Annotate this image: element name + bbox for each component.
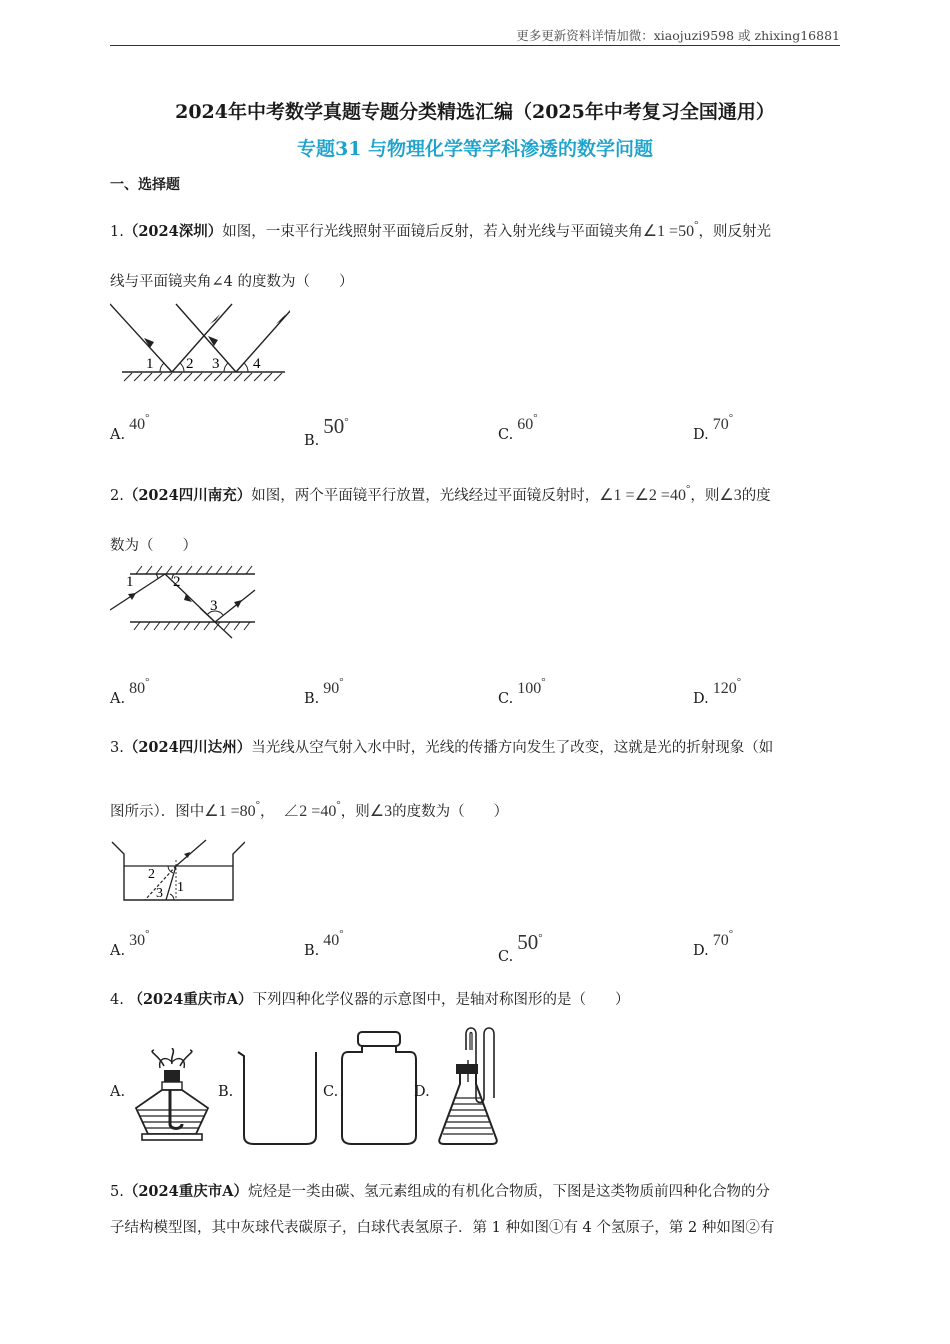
header-divider xyxy=(110,45,840,46)
q2-parallel-mirrors-figure xyxy=(110,560,260,640)
q2-label-2: 2 xyxy=(173,574,181,590)
q1-label-4: 4 xyxy=(253,356,261,372)
q1-label-3: 3 xyxy=(212,356,220,372)
q2-line1: 2.（2024四川南充）如图，两个平面镜平行放置，光线经过平面镜反射时，∠1 =∠2 =40°，则∠3的度 xyxy=(110,483,771,504)
q1-option-b[interactable]: B.50° xyxy=(304,414,349,449)
alcohol-lamp-icon xyxy=(132,1048,212,1144)
q3-line2: 图所示）．图中∠1 =80°， ∠2 =40°，则∠3的度数为（ ） xyxy=(110,799,509,820)
q3-option-c[interactable]: C.50° xyxy=(498,930,543,965)
q4-option-d[interactable]: D. xyxy=(414,1084,430,1100)
document-title: 2024年中考数学真题专题分类精选汇编（2025年中考复习全国通用） xyxy=(175,101,775,123)
q1-option-d[interactable]: D.70° xyxy=(693,412,734,443)
beaker-icon xyxy=(236,1050,322,1146)
q3-label-2: 2 xyxy=(148,867,155,882)
q3-line1: 3.（2024四川达州）当光线从空气射入水中时，光线的传播方向发生了改变，这就是光的折射现象（如 xyxy=(110,739,774,756)
q2-label-3: 3 xyxy=(210,598,218,614)
q3-label-3: 3 xyxy=(156,886,163,901)
q3-option-b[interactable]: B.40° xyxy=(304,928,344,959)
q2-option-c[interactable]: C.100° xyxy=(498,676,546,707)
q1-mirror-figure xyxy=(110,298,290,384)
q4-line1: 4. （2024重庆市A）下列四种化学仪器的示意图中，是轴对称图形的是（ ） xyxy=(110,991,630,1008)
q2-option-a[interactable]: A.80° xyxy=(110,676,150,707)
q2-option-d[interactable]: D.120° xyxy=(693,676,742,707)
q5-line2: 子结构模型图，其中灰球代表碳原子，白球代表氢原子．第 1 种如图①有 4 个氢原子，第 2 种如图②有 xyxy=(110,1220,775,1236)
q1-line1: 1.（2024深圳）如图，一束平行光线照射平面镜后反射，若入射光线与平面镜夹角∠1 =50°，则反射光 xyxy=(110,219,771,240)
q3-label-1: 1 xyxy=(177,880,184,895)
section-heading: 一、选择题 xyxy=(110,177,180,193)
q4-option-c[interactable]: C. xyxy=(323,1084,339,1100)
q3-option-d[interactable]: D.70° xyxy=(693,928,734,959)
conical-flask-icon xyxy=(436,1024,526,1146)
q2-option-b[interactable]: B.90° xyxy=(304,676,344,707)
q1-line2: 线与平面镜夹角∠4 的度数为（ ） xyxy=(110,274,354,290)
q3-refraction-figure xyxy=(110,838,245,904)
q1-label-2: 2 xyxy=(186,356,194,372)
q1-option-a[interactable]: A.40° xyxy=(110,412,150,443)
q1-label-1: 1 xyxy=(146,356,154,372)
q4-option-a[interactable]: A. xyxy=(110,1084,126,1100)
q2-label-1: 1 xyxy=(126,574,134,590)
q1-option-c[interactable]: C.60° xyxy=(498,412,538,443)
q3-option-a[interactable]: A.30° xyxy=(110,928,150,959)
reagent-bottle-icon xyxy=(340,1030,420,1146)
q2-line2: 数为（ ） xyxy=(110,538,197,554)
page-header: 更多更新资料详情加微：xiaojuzi9598 或 zhixing16881 xyxy=(516,28,840,43)
q4-option-b[interactable]: B. xyxy=(218,1084,234,1100)
document-subtitle: 专题31 与物理化学等学科渗透的数学问题 xyxy=(296,138,654,160)
q5-line1: 5.（2024重庆市A）烷烃是一类由碳、氢元素组成的有机化合物质，下图是这类物质前四种化合物的分 xyxy=(110,1183,770,1200)
